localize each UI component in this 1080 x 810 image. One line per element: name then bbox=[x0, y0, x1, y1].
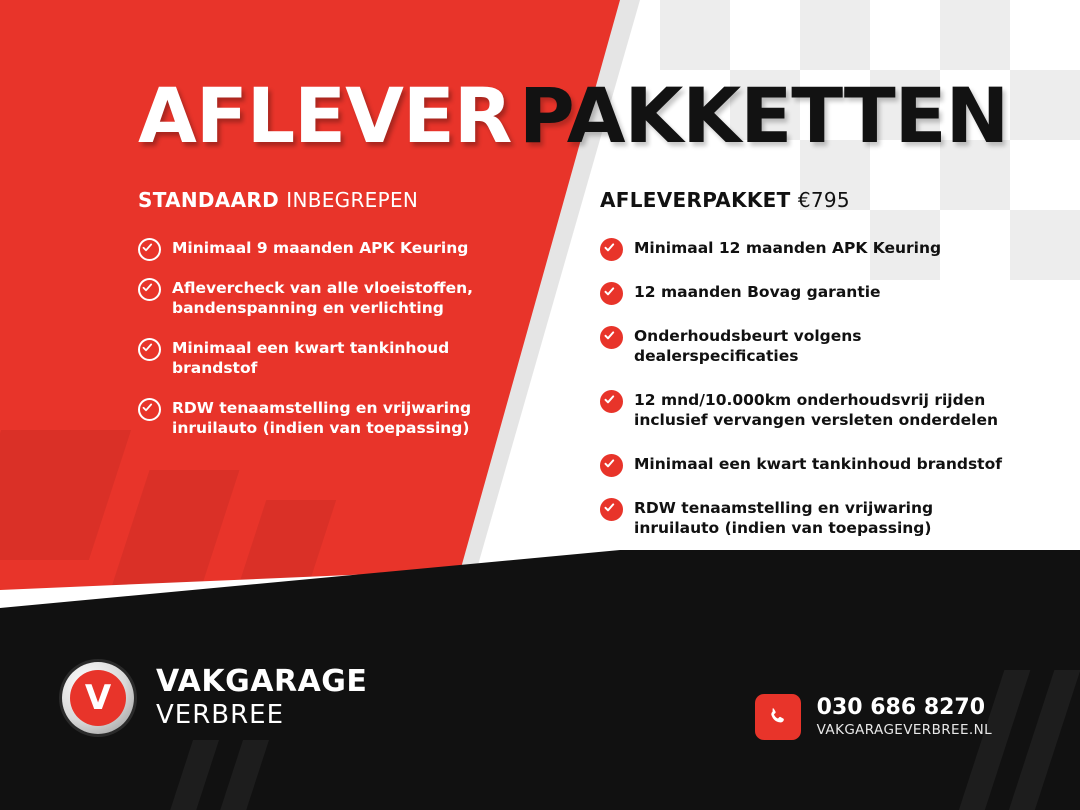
list-item-label: Minimaal een kwart tankinhoud brandstof bbox=[172, 339, 450, 377]
list-item-label: Minimaal een kwart tankinhoud brandstof bbox=[634, 455, 1002, 473]
check-circle-icon bbox=[138, 338, 161, 361]
poster-title bbox=[0, 70, 1080, 162]
contact-details bbox=[817, 695, 992, 739]
website-url[interactable]: VAKGARAGEVERBREE.NL bbox=[816, 722, 992, 738]
afleverpakket-feature-list bbox=[600, 238, 1020, 538]
list-item bbox=[600, 282, 1020, 302]
brand-name-line2: VERBREE bbox=[156, 700, 285, 730]
afleverpakket-column bbox=[600, 188, 1020, 562]
logo-letter: V bbox=[70, 670, 126, 726]
list-item-label: RDW tenaamstelling en vrijwaring inruilauto (indien van toepassing) bbox=[634, 499, 934, 537]
list-item bbox=[600, 454, 1020, 474]
standard-heading-light: INBEGREPEN bbox=[286, 188, 419, 212]
list-item bbox=[138, 398, 538, 438]
contact-block[interactable] bbox=[755, 694, 992, 740]
standard-heading-bold: STANDAARD bbox=[138, 188, 279, 212]
check-circle-icon bbox=[138, 278, 161, 301]
list-item bbox=[600, 390, 1020, 430]
check-circle-icon bbox=[600, 238, 623, 261]
brand-logo bbox=[62, 662, 367, 734]
phone-number[interactable]: 030 686 8270 bbox=[816, 695, 986, 720]
standard-feature-list bbox=[138, 238, 538, 438]
list-item bbox=[138, 338, 538, 378]
logo-badge-icon bbox=[62, 662, 134, 734]
afleverpakket-price: €795 bbox=[797, 188, 850, 212]
title-pakketten: PAKKETTEN bbox=[519, 71, 1009, 160]
check-circle-icon bbox=[600, 390, 623, 413]
list-item-label: Minimaal 12 maanden APK Keuring bbox=[634, 239, 942, 257]
list-item-label: 12 maanden Bovag garantie bbox=[634, 283, 881, 301]
title-aflever: AFLEVER bbox=[138, 71, 512, 160]
check-circle-icon bbox=[138, 398, 161, 421]
brand-name bbox=[156, 665, 367, 731]
list-item-label: Minimaal 9 maanden APK Keuring bbox=[172, 239, 469, 257]
check-circle-icon bbox=[600, 326, 623, 349]
standard-package-column bbox=[138, 188, 538, 458]
check-circle-icon bbox=[600, 454, 623, 477]
afleverpakket-heading-bold: AFLEVERPAKKET bbox=[600, 188, 791, 212]
list-item bbox=[600, 326, 1020, 366]
list-item-label: Aflevercheck van alle vloeistoffen, bandenspanning en verlichting bbox=[172, 279, 474, 317]
list-item-label: RDW tenaamstelling en vrijwaring inruilauto (indien van toepassing) bbox=[172, 399, 472, 437]
check-circle-icon bbox=[600, 282, 623, 305]
standard-package-heading bbox=[138, 188, 538, 212]
check-circle-icon bbox=[600, 498, 623, 521]
afleverpakket-heading bbox=[600, 188, 1020, 212]
list-item bbox=[138, 238, 538, 258]
list-item-label: 12 mnd/10.000km onderhoudsvrij rijden inclusief vervangen versleten onderdelen bbox=[634, 391, 999, 429]
list-item bbox=[138, 278, 538, 318]
list-item-label: Onderhoudsbeurt volgens dealerspecificaties bbox=[634, 327, 862, 365]
list-item bbox=[600, 238, 1020, 258]
brand-name-line1: VAKGARAGE bbox=[156, 664, 368, 699]
phone-icon bbox=[755, 694, 801, 740]
list-item bbox=[600, 498, 1020, 538]
check-circle-icon bbox=[138, 238, 161, 261]
